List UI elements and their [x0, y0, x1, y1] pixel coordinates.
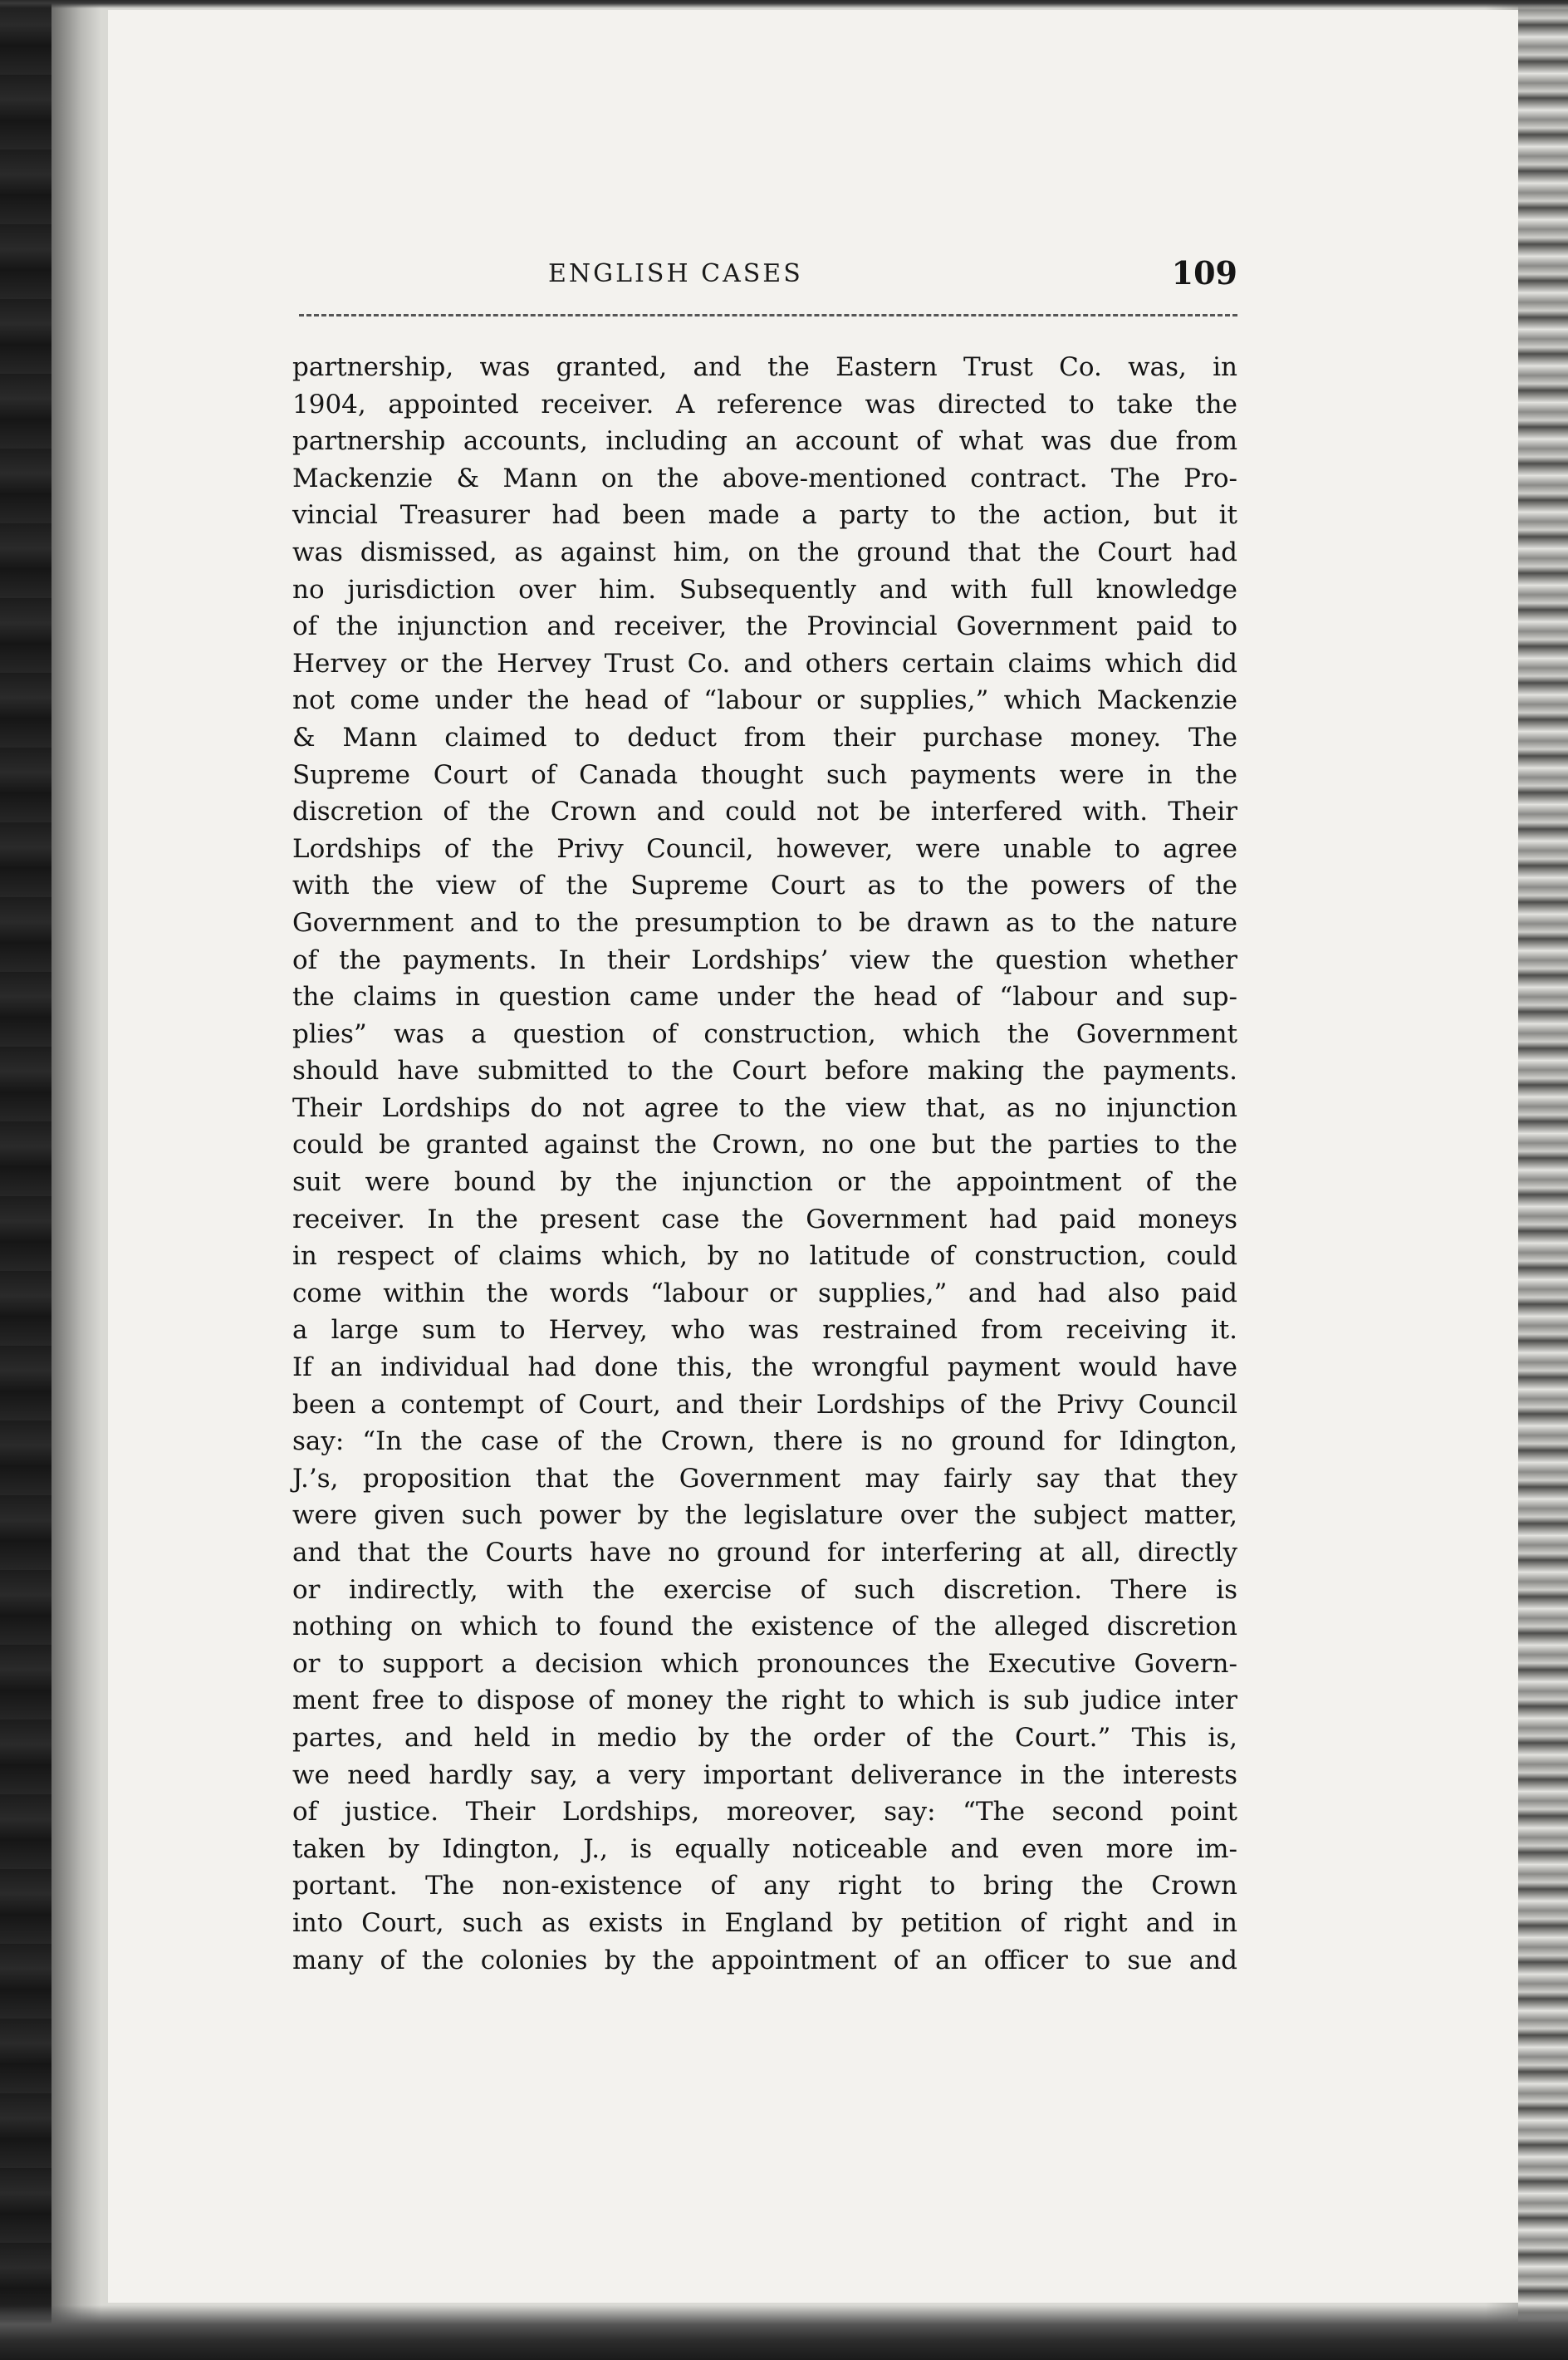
- text-line: nothing on which to found the existence of the alleged discretion: [292, 1612, 1237, 1642]
- text-line: in respect of claims which, by no latitude of construction, could: [292, 1241, 1237, 1272]
- text-line: partes, and held in medio by the order of the Court.” This is,: [292, 1722, 1237, 1753]
- text-line: partnership, was granted, and the Eastern Trust Co. was, in: [292, 352, 1237, 382]
- text-line: been a contempt of Court, and their Lordships of the Privy Council: [292, 1389, 1237, 1420]
- text-line: the claims in question came under the head of “labour and sup-: [292, 982, 1237, 1013]
- text-line: Government and to the presumption to be drawn as to the nature: [292, 907, 1237, 938]
- text-line: or to support a decision which pronounces the Executive Govern-: [292, 1648, 1237, 1679]
- page-header: [299, 254, 1237, 296]
- scan-top-band: [0, 0, 1568, 8]
- text-line: and that the Courts have no ground for interfering at all, directly: [292, 1538, 1237, 1568]
- text-line: or indirectly, with the exercise of such discretion. There is: [292, 1574, 1237, 1605]
- text-line: vincial Treasurer had been made a party to the action, but it: [292, 500, 1237, 531]
- text-line: discretion of the Crown and could not be interfered with. Their: [292, 797, 1237, 827]
- text-line: Supreme Court of Canada thought such payments were in the: [292, 759, 1237, 790]
- text-line: a large sum to Hervey, who was restrained from receiving it.: [292, 1315, 1237, 1346]
- scan-bottom-band: [0, 2305, 1568, 2360]
- text-line: say: “In the case of the Crown, there is no ground for Idington,: [292, 1426, 1237, 1457]
- text-line: Hervey or the Hervey Trust Co. and others certain claims which did: [292, 648, 1237, 679]
- text-line: taken by Idington, J., is equally noticeable and even more im-: [292, 1833, 1237, 1864]
- text-line: & Mann claimed to deduct from their purchase money. The: [292, 722, 1237, 753]
- text-line: Lordships of the Privy Council, however, were unable to agree: [292, 833, 1237, 864]
- text-line: 1904, appointed receiver. A reference was directed to take the: [292, 389, 1237, 420]
- text-line: we need hardly say, a very important deliverance in the interests: [292, 1759, 1237, 1790]
- text-line: with the view of the Supreme Court as to the powers of the: [292, 871, 1237, 901]
- scan-right-edge: [1518, 0, 1568, 2360]
- text-line: of the payments. In their Lordships’ view the question whether: [292, 944, 1237, 975]
- text-line: partnership accounts, including an account of what was due from: [292, 426, 1237, 457]
- text-line: come within the words “labour or supplies,” and had also paid: [292, 1278, 1237, 1308]
- text-line: not come under the head of “labour or supplies,” which Mackenzie: [292, 685, 1237, 716]
- text-line: was dismissed, as against him, on the ground that the Court had: [292, 537, 1237, 567]
- text-line: ment free to dispose of money the right to which is sub judice inter: [292, 1685, 1237, 1716]
- text-line: Their Lordships do not agree to the view that, as no injunction: [292, 1092, 1237, 1123]
- text-line: of the injunction and receiver, the Provincial Government paid to: [292, 611, 1237, 642]
- text-line: J.’s, proposition that the Government may fairly say that they: [292, 1463, 1237, 1494]
- text-line: Mackenzie & Mann on the above-mentioned contract. The Pro-: [292, 463, 1237, 493]
- text-line: of justice. Their Lordships, moreover, say: “The second point: [292, 1797, 1237, 1828]
- scan-left-edge: [0, 0, 51, 2360]
- text-line: suit were bound by the injunction or the appointment of the: [292, 1167, 1237, 1198]
- text-line: many of the colonies by the appointment of an officer to sue and: [292, 1945, 1237, 1975]
- text-line: into Court, such as exists in England by petition of right and in: [292, 1907, 1237, 1938]
- text-line: portant. The non-existence of any right to bring the Crown: [292, 1871, 1237, 1901]
- page-number: 109: [1171, 254, 1237, 292]
- text-line: should have submitted to the Court before making the payments.: [292, 1056, 1237, 1087]
- text-line: If an individual had done this, the wrongful payment would have: [292, 1352, 1237, 1383]
- text-line: could be granted against the Crown, no one but the parties to the: [292, 1130, 1237, 1160]
- body-text: [292, 349, 1237, 1979]
- header-rule: [299, 314, 1237, 316]
- scan-left-shadow: [51, 0, 101, 2360]
- running-head: ENGLISH CASES: [548, 259, 803, 288]
- text-line: were given such power by the legislature over the subject matter,: [292, 1500, 1237, 1531]
- text-line: receiver. In the present case the Government had paid moneys: [292, 1204, 1237, 1234]
- text-line: no jurisdiction over him. Subsequently and with full knowledge: [292, 574, 1237, 605]
- text-line: plies” was a question of construction, which the Government: [292, 1018, 1237, 1049]
